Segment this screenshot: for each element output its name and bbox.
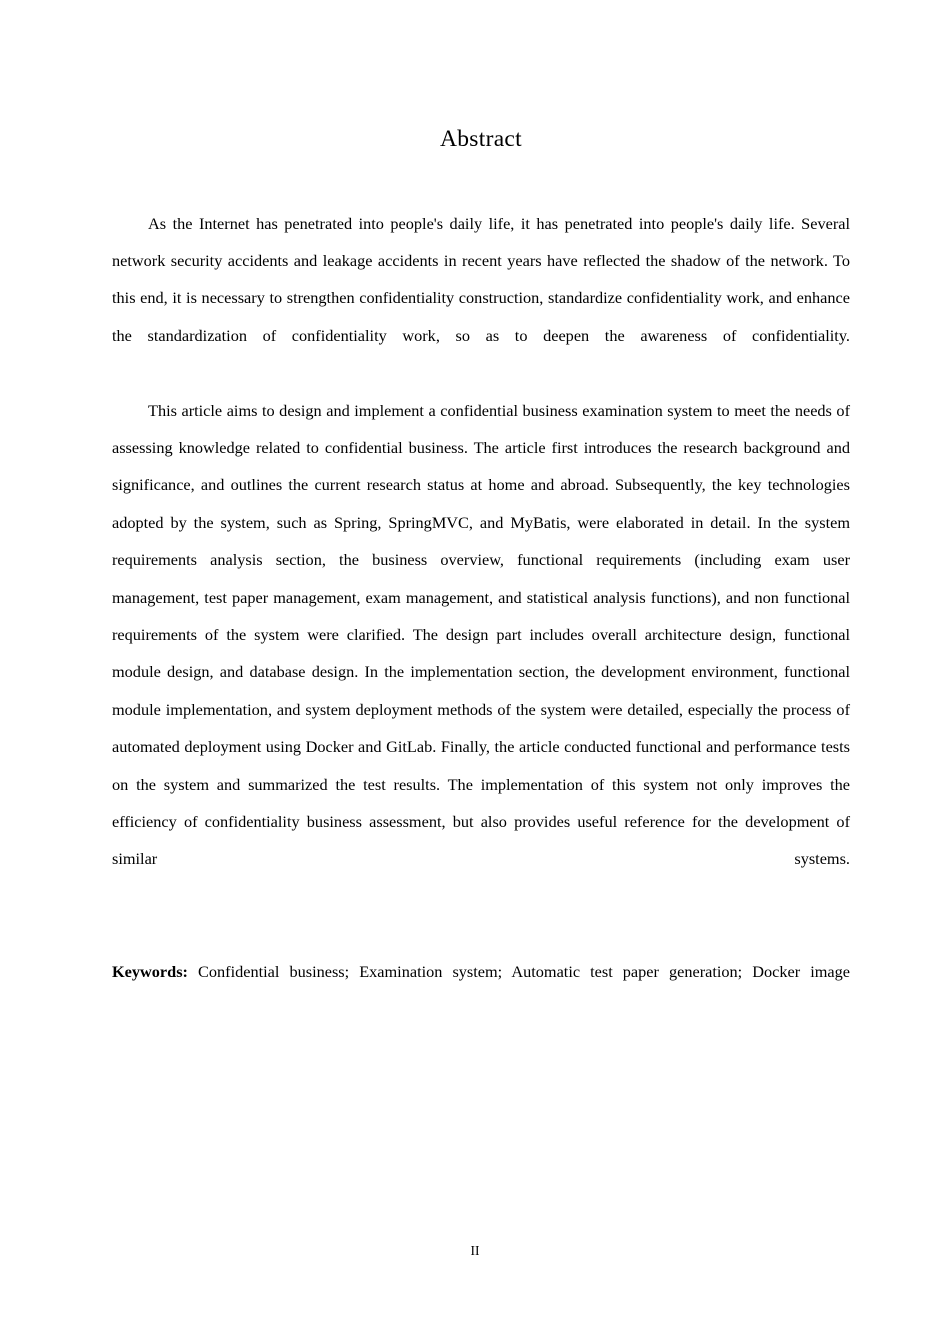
keywords-line: [112, 953, 850, 1028]
page-title: Abstract: [439, 126, 522, 152]
document-body: [112, 0, 850, 1027]
keywords-value: Confidential business; Examination system; Automatic test paper generation; Docker image: [198, 961, 850, 981]
footer-page-number: II: [470, 1243, 480, 1258]
abstract-paragraph-1: As the Internet has penetrated into people's daily life, it has penetrated into people's daily life. Several network security accidents and leakage accidents in recent years have reflected the shadow of the network. To this end, it is necessary to strengthen confidentiality construction, standardize confidentiality work, and enhance the standardization of confidentiality work, so as to deepen the awareness of confidentiality.: [112, 213, 850, 345]
keywords-spacer: [188, 962, 198, 981]
abstract-paragraph-2: This article aims to design and implement a confidential business examination system to meet the needs of assessing knowledge related to confidential business. The article first introduces the research background and significance, and outlines the current research status at home and abroad. Subsequently, the key technologies adopted by the system, such as Spring, SpringMVC, and MyBatis, were elaborated in detail. In the system requirements analysis section, the business overview, functional requirements (including exam user management, test paper management, exam management, and statistical analysis functions), and non functional requirements of the system were clarified. The design part includes overall architecture design, functional module design, and database design. In the implementation section, the development environment, functional module implementation, and system deployment methods of the system were detailed, especially the process of automated deployment using Docker and GitLab. Finally, the article conducted functional and performance tests on the system and summarized the test results. The implementation of this system not only improves the efficiency of confidentiality business assessment, but also provides useful reference for the development of similar systems.: [112, 400, 850, 869]
abstract-text-block: [112, 205, 850, 1028]
keywords-label: Keywords:: [112, 961, 188, 981]
